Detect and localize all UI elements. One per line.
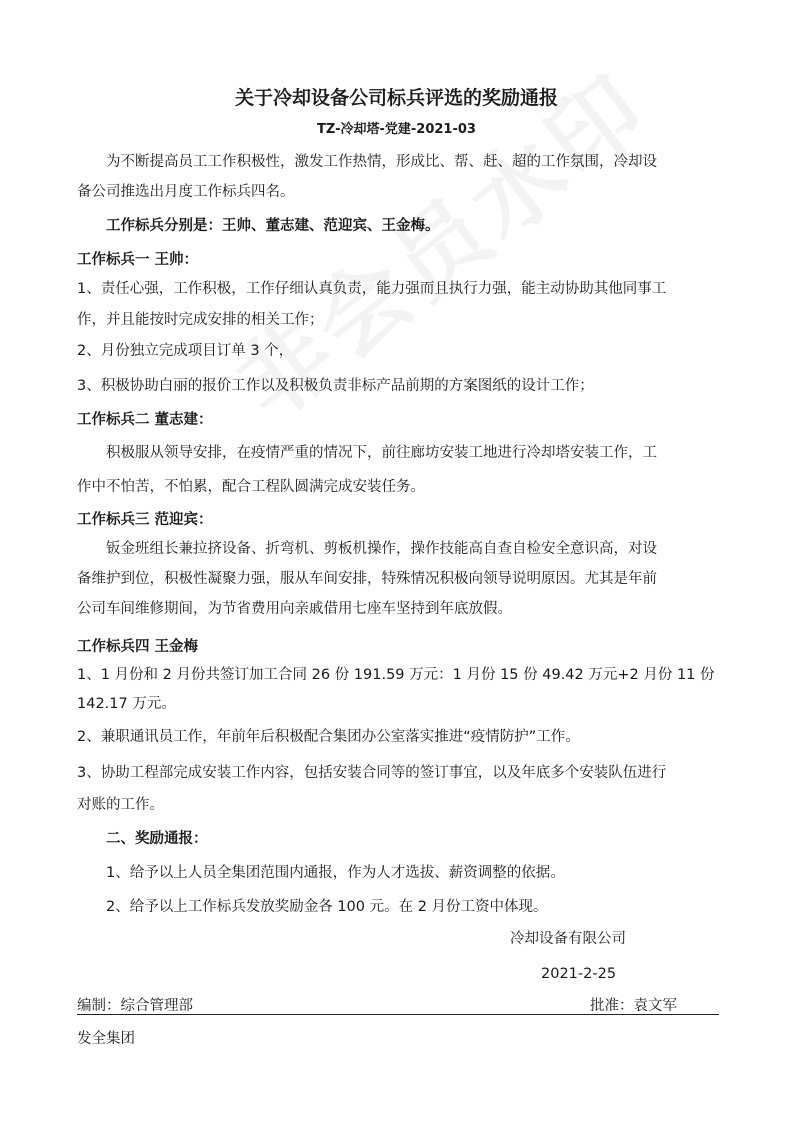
section-2-heading: 工作标兵二 董志建： [77, 412, 213, 428]
footer-divider [77, 1014, 719, 1015]
reward-line-2: 2、给予以上工作标兵发放奖励金各 100 元。在 2 月份工资中体现。 [106, 899, 548, 915]
section-4-line-2: 142.17 万元。 [77, 696, 176, 712]
section-4-line-5: 对账的工作。 [77, 797, 164, 813]
section-4-line-4: 3、协助工程部完成安装工作内容，包括安装合同等的签订事宜，以及年底多个安装队伍进行 [77, 765, 667, 781]
signature-date: 2021-2-25 [541, 966, 617, 982]
section-2-line-2: 作中不怕苦，不怕累，配合工程队圆满完成安装任务。 [77, 479, 425, 495]
footer-approver: 批准：袁文军 [590, 998, 677, 1014]
intro-line-2: 备公司推选出月度工作标兵四名。 [77, 184, 295, 200]
section-3-line-3: 公司车间维修期间，为节省费用向亲戚借用七座车坚持到年底放假。 [77, 601, 512, 617]
section-4-line-3: 2、兼职通讯员工作，年前年后积极配合集团办公室落实推进“疫情防护”工作。 [77, 729, 580, 745]
signature-company: 冷却设备有限公司 [510, 931, 626, 947]
section-3-heading: 工作标兵三 范迎宾： [77, 512, 213, 528]
section-3-line-1: 钣金班组长兼拉挤设备、折弯机、剪板机操作，操作技能高自查自检安全意识高，对设 [106, 541, 657, 557]
section-1-line-3: 2、月份独立完成项目订单 3 个， [77, 343, 294, 359]
intro-line-1: 为不断提高员工工作积极性，激发工作热情，形成比、帮、赶、超的工作氛围，冷却设 [106, 154, 657, 170]
section-1-heading: 工作标兵一 王帅： [77, 252, 199, 268]
section-3-line-2: 备维护到位，积极性凝聚力强，服从车间安排，特殊情况积极向领导说明原因。尤其是年前 [77, 571, 657, 587]
footer-distribution: 发全集团 [77, 1031, 135, 1047]
reward-line-1: 1、给予以上人员全集团范围内通报，作为人才选拔、薪资调整的依据。 [106, 865, 565, 881]
section-1-line-1: 1、责任心强，工作积极，工作仔细认真负责，能力强而且执行力强，能主动协助其他同事工 [77, 281, 667, 297]
section-4-line-1: 1、1 月份和 2 月份共签订加工合同 26 份 191.59 万元：1 月份 15 份 49.42 万元+2 月份 11 份 [77, 667, 715, 683]
document-number: TZ-冷却塔-党建-2021-03 [317, 122, 476, 137]
footer-editor: 编制：综合管理部 [77, 998, 193, 1014]
reward-heading: 二、奖励通报： [106, 831, 208, 847]
section-1-line-2: 作，并且能按时完成安排的相关工作； [77, 312, 324, 328]
document-title: 关于冷却设备公司标兵评选的奖励通报 [234, 87, 558, 109]
section-2-line-1: 积极服从领导安排，在疫情严重的情况下，前往廊坊安装工地进行冷却塔安装工作，工 [106, 445, 657, 461]
winners-line: 工作标兵分别是：王帅、董志建、范迎宾、王金梅。 [106, 218, 440, 234]
section-4-heading: 工作标兵四 王金梅 [77, 639, 199, 655]
section-1-line-4: 3、积极协助白丽的报价工作以及积极负责非标产品前期的方案图纸的设计工作； [77, 378, 594, 394]
